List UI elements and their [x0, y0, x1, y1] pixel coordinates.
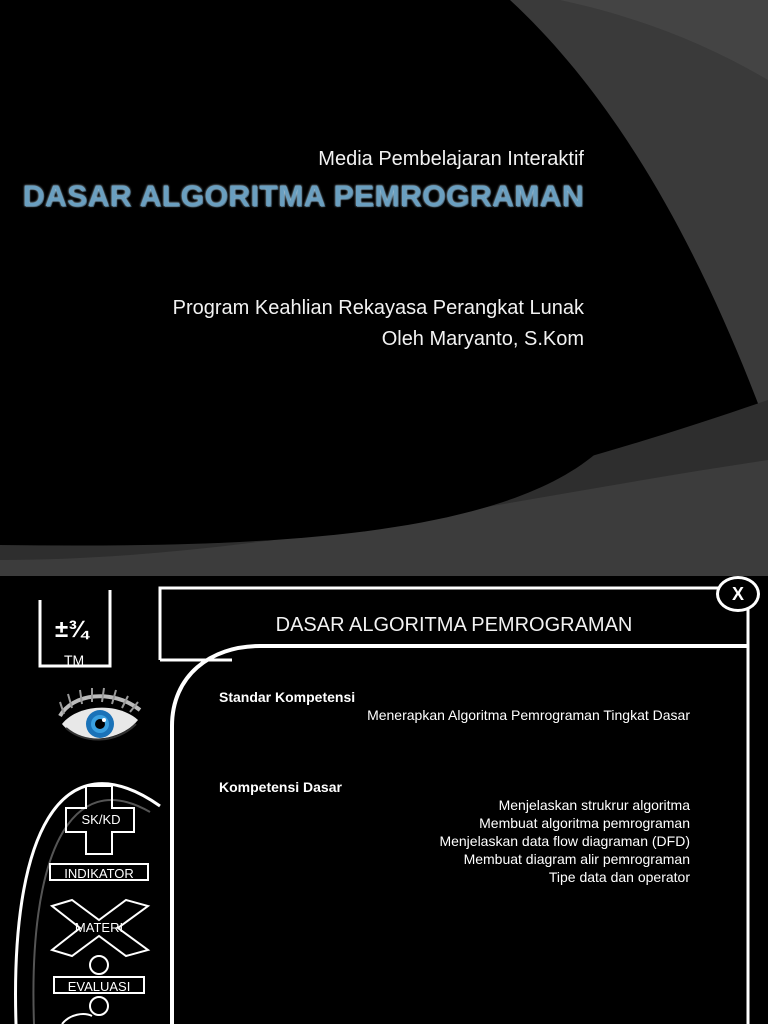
standar-item: Menerapkan Algoritma Pemrograman Tingkat Dasar — [367, 707, 690, 723]
eye-icon — [58, 684, 142, 754]
program-line: Program Keahlian Rekayasa Perangkat Lunak — [172, 297, 584, 319]
dasar-item: Menjelaskan strukrur algoritma — [498, 797, 690, 813]
nav-skkd-button[interactable]: SK/KD — [81, 812, 121, 827]
header-title: DASAR ALGORITMA PEMROGRAMAN — [275, 614, 633, 636]
logo: ±¾ — [55, 616, 89, 643]
dasar-heading: Kompetensi Dasar — [219, 779, 342, 795]
nav-indikator-button[interactable]: INDIKATOR — [49, 863, 149, 881]
standar-heading: Standar Kompetensi — [219, 689, 356, 705]
slide-title: DASAR ALGORITMA PEMROGRAMAN — [22, 180, 584, 213]
dasar-item: Tipe data dan operator — [548, 869, 690, 885]
slide-subtitle: Media Pembelajaran Interaktif — [318, 148, 584, 170]
dasar-item: Membuat diagram alir pemrograman — [463, 851, 690, 867]
logo-tm: TM — [64, 652, 85, 668]
content-slide — [0, 576, 768, 1024]
nav-evaluasi-button[interactable]: EVALUASI — [53, 976, 145, 994]
dasar-item: Membuat algoritma pemrograman — [479, 815, 690, 831]
author-line: Oleh Maryanto, S.Kom — [381, 328, 584, 350]
close-button[interactable]: X — [716, 576, 760, 612]
nav-materi-button[interactable]: MATERI — [74, 920, 124, 935]
dasar-item: Menjelaskan data flow diagraman (DFD) — [439, 833, 690, 849]
